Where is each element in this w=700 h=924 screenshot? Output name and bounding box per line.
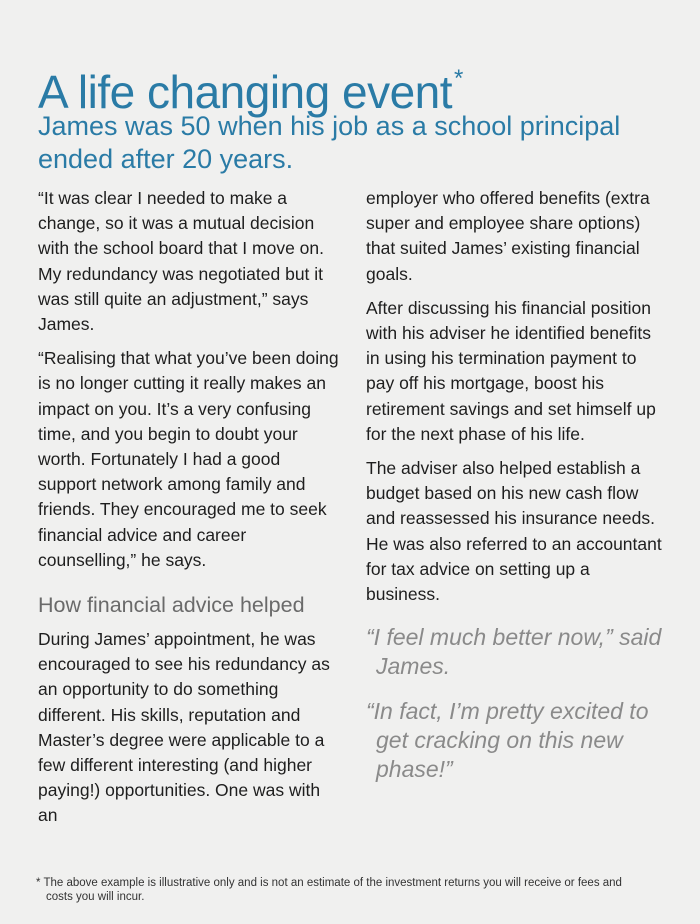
footnote: * The above example is illustrative only and is not an estimate of the investment returns you will receive or fees and costs you will incur.	[36, 877, 622, 903]
left-column	[38, 186, 343, 838]
right-paragraph-1: employer who offered benefits (extra super and employee share options) that suited James’ existing financial goals.	[366, 188, 650, 284]
right-paragraph-2: After discussing his financial position with his adviser he identified benefits in using his termination payment to pay off his mortgage, boost his retirement savings and set himself up for the next phase of his life.	[366, 297, 656, 444]
pull-quote-2: “In fact, I’m pretty excited to get cracking on this new phase!”	[366, 698, 649, 783]
right-column	[366, 186, 666, 790]
left-paragraph-2: “Realising that what you’ve been doing is no longer cutting it really makes an impact on you. It’s a very confusing time, and you begin to doubt your worth. Fortunately I had a good support network among family and friends. They encouraged me to seek financial advice and career counselling,” he says.	[38, 348, 339, 570]
title-footnote-mark: *	[454, 64, 463, 92]
title-text: A life changing event	[38, 65, 453, 118]
pull-quote-1: “I feel much better now,” said James.	[366, 624, 662, 680]
left-paragraph-1: “It was clear I needed to make a change, so it was a mutual decision with the school board that I move on. My redundancy was negotiated but it was still quite an adjustment,” says James.	[38, 188, 324, 335]
page-title	[38, 64, 463, 118]
right-paragraph-3: The adviser also helped establish a budget based on his new cash flow and reassessed his insurance needs. He was also referred to an accountant for tax advice on setting up a business.	[366, 458, 662, 605]
section-subheading: How financial advice helped	[38, 593, 305, 618]
page-subtitle: James was 50 when his job as a school principal ended after 20 years.	[38, 111, 621, 174]
left-paragraph-3: During James’ appointment, he was encouraged to see his redundancy as an opportunity to do something different. His skills, reputation and Master’s degree were applicable to a few different interesting (and higher paying!) opportunities. One was with an	[38, 629, 330, 826]
